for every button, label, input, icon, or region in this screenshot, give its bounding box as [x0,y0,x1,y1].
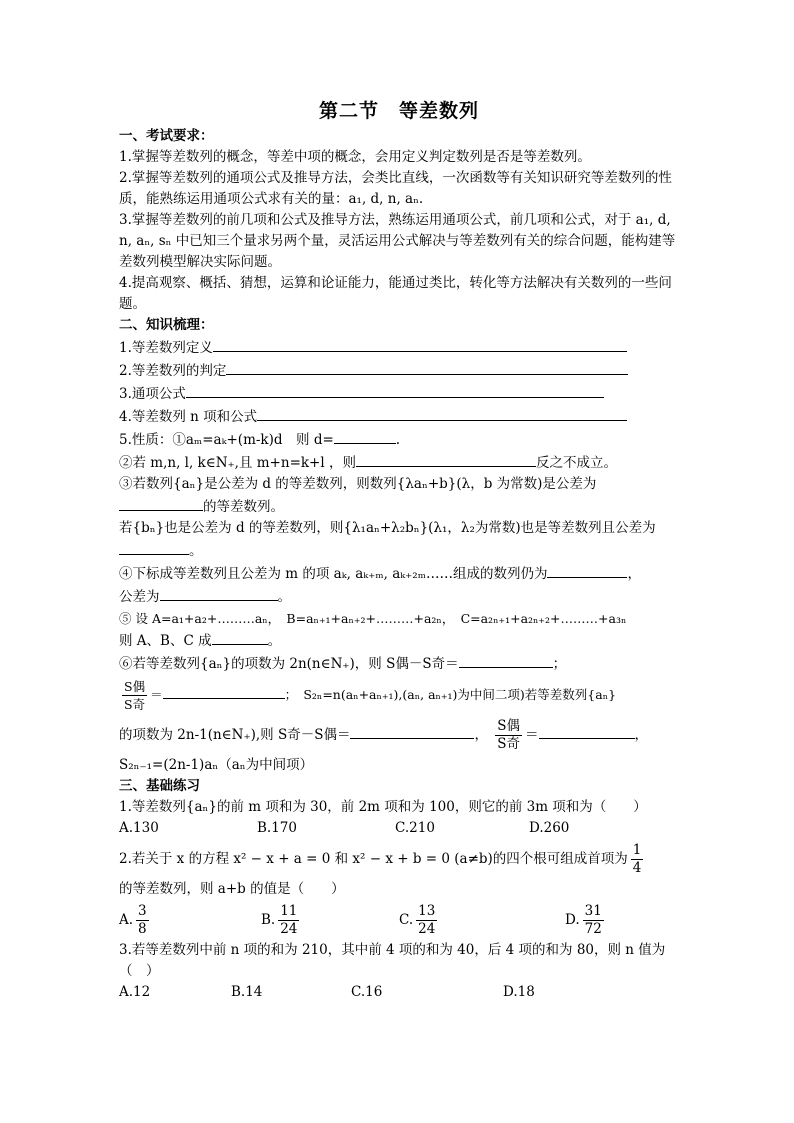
fraction-denominator: 24 [418,920,436,937]
answer-blank[interactable] [547,562,627,578]
first-term-fraction [631,842,644,877]
fraction-numerator: 31 [584,902,602,919]
property-5-label: 则 A、B、C 成 [119,633,212,649]
property-6-ratio [119,675,679,715]
property-5-cont [119,629,679,652]
fraction-denominator: 72 [584,920,602,937]
comma: ， [634,727,649,743]
answer-blank[interactable] [160,585,278,601]
knowledge-judgement [119,359,679,382]
answer-blank[interactable] [334,428,396,444]
option-a[interactable] [119,903,261,938]
option-label: D. [565,911,580,928]
ratio-even-odd-fraction [495,718,522,753]
knowledge-general-term [119,382,679,405]
section-requirements-heading: 一、考试要求： [119,128,214,144]
property-4 [119,562,679,585]
equals-sign: ＝ [525,727,539,743]
option-d[interactable] [565,903,607,938]
knowledge-judgement-label: 2.等差数列的判定 [119,363,227,379]
answer-blank[interactable] [356,451,536,467]
option-b[interactable]: B.170 [257,820,297,836]
knowledge-definition [119,336,679,359]
option-fraction [136,903,149,938]
answer-blank[interactable] [539,723,635,739]
property-6-sum: S₂ₙ₋₁=(2n-1)aₙ（aₙ为中间项） [119,757,314,773]
option-c[interactable]: C.210 [395,820,435,836]
property-1-end: . [395,432,401,448]
fraction-numerator: 13 [418,902,436,919]
property-2-end: 反之不成立。 [535,455,617,471]
question-3-options [119,982,679,1003]
answer-blank[interactable] [119,495,203,511]
question-3: 3.若等差数列中前 n 项的和为 210，其中前 4 项的和为 40，后 4 项的和为 80，则 n 值为（ ） [119,942,666,979]
fraction-denominator: 4 [632,860,642,876]
requirement-2: 2.掌握等差数列的通项公式及推导方法，会类比直线，一次函数等有关知识研究等差数列的性质，能熟练运用通项公式求有关的量：a₁, d, n, aₙ. [119,170,672,207]
option-fraction [416,903,437,938]
answer-blank[interactable] [212,629,268,645]
worksheet-page [119,96,679,1003]
fraction-numerator: S偶 [497,718,521,734]
property-6-odd [119,715,679,755]
property-4-diff [119,585,679,608]
option-d[interactable]: D.260 [529,820,570,836]
property-6-odd-text: 的项数为 2n-1(n∈N₊),则 S奇－S偶＝ [119,727,351,743]
knowledge-general-term-label: 3.通项公式 [119,386,186,402]
property-5-end: 。 [267,633,282,649]
option-label: C. [399,911,414,928]
fraction-denominator: 8 [138,920,147,937]
property-1 [119,428,679,451]
knowledge-definition-label: 1.等差数列定义 [119,340,213,356]
section-practice-heading: 三、基础练习 [119,778,200,794]
option-a[interactable]: A.130 [119,820,159,836]
answer-blank[interactable] [257,405,627,421]
fraction-numerator: 3 [138,902,147,919]
property-6-text: ⑥若等差数列{aₙ}的项数为 2n(n∈N₊)，则 S偶－S奇＝ [119,656,459,672]
requirement-3: 3.掌握等差数列的前几项和公式及推导方法，熟练运用通项公式，前几项和公式，对于 a₁, d, n, aₙ, sₙ 中已知三个量求另两个量，灵活运用公式解决与等差数列有关的综合问题，能构建等差数列模型解决实际问题。 [119,212,676,270]
property-6 [119,652,679,675]
comma: ， [474,727,488,743]
property-3-cont [119,495,679,518]
answer-blank[interactable] [213,336,627,352]
answer-blank[interactable] [163,683,285,699]
option-c[interactable] [399,903,565,938]
property-4-text: ④下标成等差数列且公差为 m 的项 aₖ, aₖ₊ₘ, aₖ₊₂ₘ……组成的数列仍为 [119,566,548,582]
property-3: ③若数列{aₙ}是公差为 d 的等差数列，则数列{λaₙ+b}(λ，b 为常数)是公差为 [119,476,597,492]
option-label: B. [261,911,276,928]
requirement-1: 1.掌握等差数列的概念，等差中项的概念，会用定义判定数列是否是等差数列。 [119,149,591,165]
property-4-diff-end: 。 [277,589,291,605]
option-d[interactable]: D.18 [503,984,535,1000]
fraction-numerator: 1 [632,842,642,858]
answer-blank[interactable] [226,359,628,375]
option-fraction [583,903,604,938]
knowledge-sum-formula [119,405,679,428]
property-6-middle-terms: ； S₂ₙ=n(aₙ+aₙ₊₁),(aₙ, aₙ₊₁)为中间二项)若等差数列{aₙ} [284,687,617,702]
knowledge-sum-formula-label: 4.等差数列 n 项和公式 [119,409,258,425]
page-title: 第二节 等差数列 [318,100,479,122]
answer-blank[interactable] [350,723,474,739]
option-label: A. [119,911,134,928]
question-2-text: 2.若关于 x 的方程 x² − x + a = 0 和 x² − x + b = 0 (a≠b)的四个根可组成首项为 [119,851,628,867]
property-3b-end: 。 [189,543,203,559]
property-5: ⑤ 设 A=a₁+a₂+………aₙ， B=aₙ₊₁+aₙ₊₂+………+a₂ₙ， C=a₂ₙ₊₁+a₂ₙ₊₂+………+a₃ₙ [119,611,627,626]
option-c[interactable]: C.16 [351,984,383,1000]
question-2-options [119,900,679,940]
answer-blank[interactable] [459,652,553,668]
property-6-end: ； [552,656,567,672]
answer-blank[interactable] [186,382,604,398]
fraction-numerator: 11 [280,902,298,919]
option-b[interactable]: B.14 [231,984,263,1000]
property-3-end: 的等差数列。 [203,499,284,515]
fraction-numerator: S偶 [124,679,146,694]
requirement-4: 4.提高观察、概括、猜想，运算和论证能力，能通过类比，转化等方法解决有关数列的一些问题。 [119,275,672,312]
equals-sign: ＝ [150,687,163,702]
option-fraction [278,903,299,938]
ratio-even-odd-fraction [122,678,147,713]
property-2-text: ②若 m,n, l, k∈N₊,且 m+n=k+l ，则 [119,455,356,471]
answer-blank[interactable] [119,539,189,555]
question-1: 1.等差数列{aₙ}的前 m 项和为 30，前 2m 项和为 100，则它的前 3m 项和为（ ） [119,799,647,815]
fraction-denominator: S奇 [497,736,521,752]
section-knowledge-heading: 二、知识梳理： [119,317,214,333]
property-4-diff-label: 公差为 [119,589,160,605]
question-2-cont: 的等差数列，则 a+b 的值是（ ） [119,881,345,897]
property-1-text: 5.性质：①aₘ=aₖ+(m-k)d 则 d= [119,432,334,448]
fraction-denominator: S奇 [124,697,146,712]
option-a[interactable]: A.12 [119,984,151,1000]
question-1-options [119,818,679,839]
property-3b-text: 若{bₙ}也是公差为 d 的等差数列，则{λ₁aₙ+λ₂bₙ}(λ₁，λ₂为常数)也是等差数列且公差为 [119,520,656,536]
fraction-denominator: 24 [280,920,298,937]
property-3b [119,518,679,562]
property-4-comma: ， [627,566,641,582]
question-2 [119,839,679,879]
option-b[interactable] [261,903,399,938]
property-2 [119,451,679,474]
